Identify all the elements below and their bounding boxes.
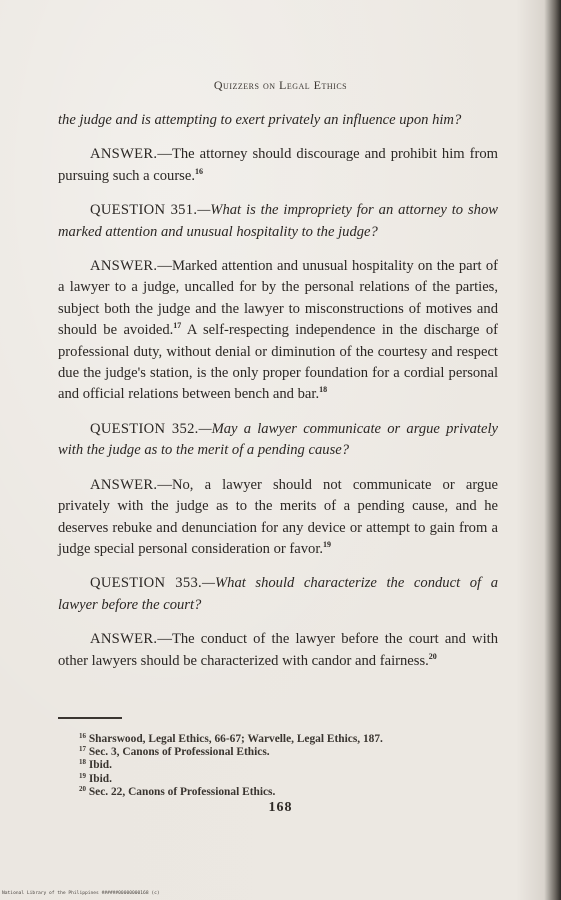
footnote-number: 20 — [79, 784, 86, 793]
footnote-number: 17 — [79, 745, 86, 754]
question-text: —What should characterize the conduct of a lawyer before the court? — [58, 575, 498, 613]
footnote-ref-18: 18 — [319, 385, 328, 395]
question-350-continuation: the judge and is attempting to exert privately an influence upon him? — [58, 112, 462, 128]
running-head: Quizzers on Legal Ethics — [213, 78, 348, 92]
answer-label: ANSWER. — [90, 258, 158, 275]
answer-text: —The attorney should discourage and prohibit him from pursuing such a course. — [58, 146, 498, 184]
footnote — [79, 773, 509, 786]
answer-text: —Marked attention and unusual hospitality on the part of a lawyer to a judge, uncalled for by the personal relations of the parties, subject both the judge and the lawyer to misconstructions of motives and should be avoided. — [58, 258, 498, 339]
question-text: —May a lawyer communicate or argue privately with the judge as to the merit of a pending cause? — [58, 420, 498, 459]
body-text — [58, 110, 498, 685]
answer-text: —The conduct of the lawyer before the court and with other lawyers should be characterized with candor and fairness. — [58, 631, 498, 669]
paragraph-continuation — [58, 110, 498, 131]
question-label: QUESTION 353. — [90, 575, 203, 592]
footnote-number: 19 — [79, 771, 86, 780]
footnote-rule — [58, 717, 122, 719]
answer-353 — [58, 629, 498, 672]
answer-350 — [58, 144, 498, 187]
question-label: QUESTION 352. — [90, 420, 199, 437]
footnote-text: Ibid. — [86, 759, 112, 772]
footnote-text: Sec. 22, Canons of Professional Ethics. — [86, 785, 276, 798]
footnotes — [79, 733, 509, 799]
footnote-ref-19: 19 — [323, 539, 332, 549]
answer-351 — [58, 256, 498, 406]
footnote-ref-20: 20 — [428, 651, 437, 661]
question-353 — [58, 573, 498, 616]
footnote-number: 18 — [79, 758, 86, 767]
footnote-ref-17: 17 — [173, 321, 182, 331]
footnote-text: Ibid. — [86, 772, 112, 785]
footnote — [79, 786, 509, 799]
question-351 — [58, 200, 498, 243]
footnote-text: Sec. 3, Canons of Professional Ethics. — [86, 746, 270, 759]
answer-label: ANSWER. — [90, 476, 158, 493]
question-352 — [58, 419, 498, 462]
footnote-ref-16: 16 — [195, 166, 203, 176]
answer-label: ANSWER. — [90, 146, 158, 163]
answer-text: —No, a lawyer should not communicate or argue privately with the judge as to the merits of a pending cause, and he deserves rebuke and denunciation for any device or attempt to gain from a judge special personal consideration or favor. — [58, 476, 498, 557]
footnote-text: Sharswood, Legal Ethics, 66-67; Warvelle, Legal Ethics, 187. — [86, 733, 383, 745]
question-label: QUESTION 351. — [90, 202, 198, 219]
footnote — [79, 759, 509, 772]
footnote — [79, 746, 509, 759]
answer-label: ANSWER. — [90, 631, 158, 648]
answer-352 — [58, 475, 498, 561]
footnote — [79, 733, 509, 746]
scan-stamp: National Library of the Philippines ######00000000168 (c) — [2, 891, 160, 896]
page-number: 168 — [268, 800, 293, 815]
footnote-number: 16 — [79, 732, 86, 740]
answer-text: A self-respecting independence in the discharge of professional duty, without denial or diminution of the courtesy and respect due the judge's station, is the only proper foundation for a cordial personal and official relations between bench and bar. — [58, 322, 498, 403]
question-text: —What is the impropriety for an attorney to show marked attention and unusual hospitality to the judge? — [58, 202, 498, 240]
